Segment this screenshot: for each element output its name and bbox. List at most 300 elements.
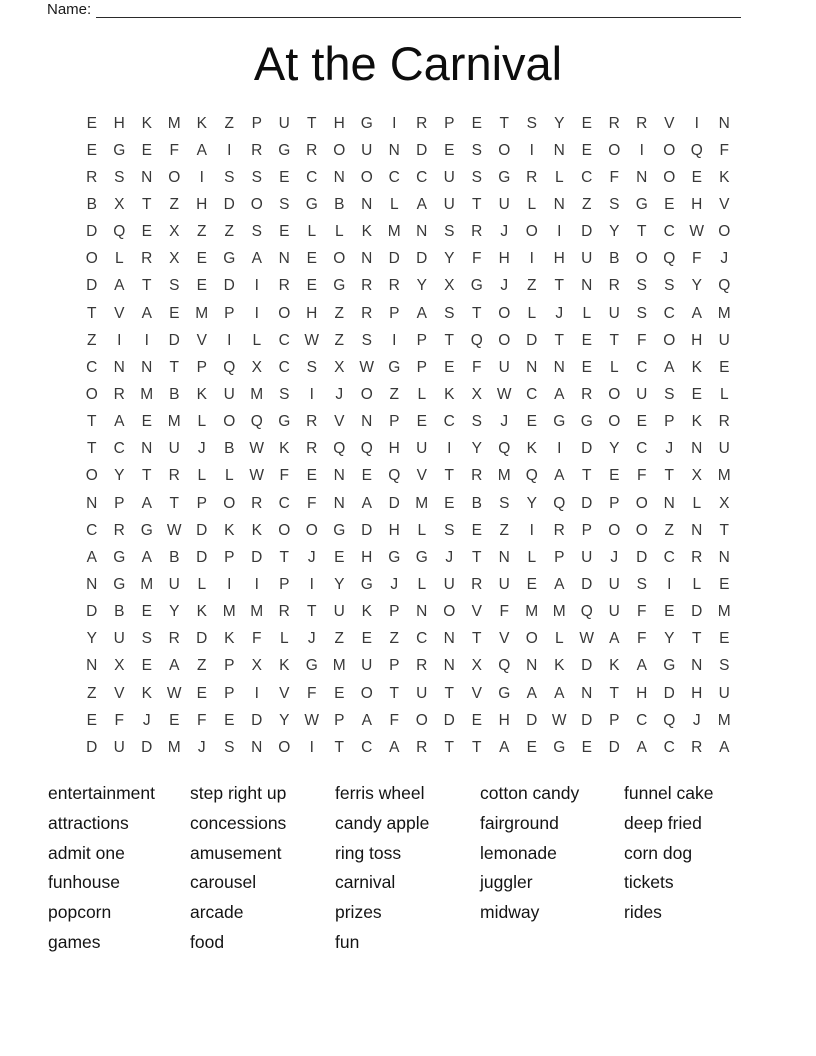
word-list-column bbox=[335, 779, 480, 958]
grid-cell: U bbox=[608, 603, 620, 621]
grid-cell: S bbox=[636, 277, 647, 295]
grid-cell: W bbox=[166, 521, 182, 539]
grid-cell: G bbox=[498, 684, 511, 702]
grid-cell: E bbox=[581, 141, 592, 159]
grid-cell: O bbox=[663, 141, 676, 159]
grid-cell: O bbox=[333, 250, 346, 268]
grid-cell: E bbox=[361, 467, 372, 485]
grid-cell: I bbox=[694, 114, 699, 132]
grid-cell: L bbox=[197, 413, 207, 431]
grid-cell: H bbox=[498, 250, 510, 268]
grid-cell: N bbox=[113, 358, 125, 376]
grid-cell: S bbox=[279, 385, 290, 403]
grid-cell: A bbox=[664, 358, 675, 376]
grid-cell: H bbox=[388, 521, 400, 539]
grid-cell: A bbox=[196, 141, 207, 159]
grid-cell: E bbox=[581, 358, 592, 376]
grid-cell: I bbox=[309, 575, 314, 593]
grid-cell: K bbox=[361, 603, 372, 621]
grid-cell: Q bbox=[580, 603, 593, 621]
page-title: At the Carnival bbox=[253, 37, 563, 90]
name-blank-line bbox=[96, 3, 741, 18]
grid-cell: I bbox=[392, 331, 397, 349]
grid-cell: N bbox=[333, 168, 345, 186]
grid-cell: O bbox=[608, 141, 621, 159]
grid-cell: E bbox=[471, 521, 482, 539]
grid-cell: P bbox=[389, 603, 400, 621]
grid-cell: S bbox=[279, 195, 290, 213]
grid-cell: B bbox=[609, 250, 620, 268]
grid-cell: P bbox=[581, 521, 592, 539]
grid-cell: O bbox=[305, 521, 318, 539]
grid-cell: N bbox=[691, 657, 703, 675]
grid-cell: O bbox=[278, 738, 291, 756]
grid-cell: C bbox=[663, 548, 675, 566]
grid-cell: V bbox=[499, 630, 510, 648]
grid-cell: E bbox=[691, 385, 702, 403]
grid-cell: H bbox=[691, 684, 703, 702]
grid-cell: J bbox=[500, 413, 509, 431]
grid-cell: Z bbox=[334, 304, 344, 322]
grid-cell: Q bbox=[663, 711, 676, 729]
word-list-column bbox=[480, 779, 624, 958]
grid-cell: X bbox=[444, 277, 455, 295]
grid-cell: D bbox=[388, 250, 400, 268]
grid-cell: T bbox=[472, 548, 482, 566]
grid-cell: A bbox=[636, 657, 647, 675]
grid-cell: K bbox=[691, 413, 702, 431]
grid-cell: W bbox=[249, 467, 265, 485]
grid-cell: N bbox=[636, 168, 648, 186]
grid-cell: D bbox=[196, 548, 208, 566]
grid-cell: E bbox=[664, 603, 675, 621]
grid-cell: L bbox=[389, 195, 399, 213]
grid-cell: W bbox=[551, 711, 567, 729]
grid-cell: N bbox=[718, 548, 730, 566]
grid-cell: U bbox=[608, 575, 620, 593]
grid-cell: E bbox=[141, 657, 152, 675]
grid-cell: D bbox=[581, 711, 593, 729]
grid-cell: D bbox=[581, 440, 593, 458]
grid-cell: R bbox=[168, 630, 180, 648]
grid-cell: A bbox=[361, 494, 372, 512]
grid-cell: H bbox=[196, 195, 208, 213]
grid-cell: K bbox=[279, 440, 290, 458]
grid-cell: S bbox=[444, 521, 455, 539]
grid-cell: S bbox=[251, 168, 262, 186]
grid-cell: R bbox=[361, 277, 373, 295]
grid-cell: T bbox=[307, 603, 317, 621]
grid-cell: T bbox=[554, 277, 564, 295]
grid-cell: C bbox=[443, 413, 455, 431]
grid-cell: P bbox=[224, 304, 235, 322]
grid-cell: Q bbox=[388, 467, 401, 485]
grid-cell: Q bbox=[498, 657, 511, 675]
grid-cell: O bbox=[498, 331, 511, 349]
grid-cell: Q bbox=[690, 141, 703, 159]
grid-cell: M bbox=[497, 467, 511, 485]
grid-cell: E bbox=[306, 277, 317, 295]
grid-cell: P bbox=[251, 114, 262, 132]
grid-cell: D bbox=[581, 657, 593, 675]
grid-cell: V bbox=[334, 413, 345, 431]
grid-cell: U bbox=[113, 630, 125, 648]
grid-cell: A bbox=[251, 250, 262, 268]
grid-cell: F bbox=[692, 250, 702, 268]
grid-cell: E bbox=[279, 168, 290, 186]
grid-cell: Z bbox=[389, 630, 399, 648]
grid-cell: D bbox=[416, 141, 428, 159]
grid-cell: P bbox=[609, 494, 620, 512]
word-list-item: amusement bbox=[190, 842, 282, 863]
grid-cell: G bbox=[498, 168, 511, 186]
grid-cell: O bbox=[608, 521, 621, 539]
grid-cell: U bbox=[718, 331, 730, 349]
grid-cell: V bbox=[196, 331, 207, 349]
grid-cell: D bbox=[388, 494, 400, 512]
grid-cell: T bbox=[87, 304, 97, 322]
grid-cell: G bbox=[305, 195, 318, 213]
grid-cell: J bbox=[335, 385, 344, 403]
grid-cell: E bbox=[636, 413, 647, 431]
grid-cell: J bbox=[197, 738, 206, 756]
grid-cell: G bbox=[305, 657, 318, 675]
grid-cell: U bbox=[498, 195, 510, 213]
grid-cell: L bbox=[554, 168, 564, 186]
grid-cell: R bbox=[553, 521, 565, 539]
grid-cell: O bbox=[85, 385, 98, 403]
grid-cell: E bbox=[719, 630, 730, 648]
word-list-item: step right up bbox=[190, 783, 287, 803]
grid-cell: N bbox=[443, 630, 455, 648]
grid-cell: A bbox=[114, 413, 125, 431]
grid-cell: N bbox=[333, 467, 345, 485]
grid-cell: A bbox=[636, 738, 647, 756]
grid-cell: B bbox=[114, 603, 125, 621]
grid-cell: E bbox=[196, 684, 207, 702]
grid-cell: A bbox=[141, 548, 152, 566]
grid-cell: G bbox=[663, 657, 676, 675]
grid-cell: F bbox=[499, 603, 509, 621]
grid-cell: Z bbox=[334, 630, 344, 648]
grid-cell: K bbox=[196, 114, 207, 132]
grid-cell: Y bbox=[691, 277, 702, 295]
grid-cell: K bbox=[251, 521, 262, 539]
grid-cell: D bbox=[416, 250, 428, 268]
grid-cell: U bbox=[443, 168, 455, 186]
grid-cell: Y bbox=[609, 440, 620, 458]
grid-cell: I bbox=[254, 575, 259, 593]
grid-cell: D bbox=[581, 575, 593, 593]
grid-cell: X bbox=[114, 195, 125, 213]
grid-cell: U bbox=[113, 738, 125, 756]
grid-cell: G bbox=[278, 413, 291, 431]
word-list-item: rides bbox=[624, 902, 662, 923]
grid-cell: L bbox=[334, 223, 344, 241]
grid-cell: A bbox=[169, 657, 180, 675]
grid-cell: N bbox=[581, 684, 593, 702]
grid-cell: W bbox=[496, 385, 512, 403]
grid-cell: N bbox=[691, 521, 703, 539]
grid-cell: U bbox=[581, 250, 593, 268]
grid-cell: U bbox=[718, 440, 730, 458]
grid-cell: A bbox=[609, 630, 620, 648]
word-list-item: juggler bbox=[480, 872, 533, 893]
word-list-item: corn dog bbox=[624, 842, 693, 863]
grid-cell: E bbox=[306, 250, 317, 268]
grid-cell: H bbox=[636, 684, 648, 702]
grid-cell: E bbox=[444, 358, 455, 376]
grid-cell: L bbox=[417, 575, 427, 593]
grid-cell: E bbox=[581, 114, 592, 132]
grid-cell: W bbox=[166, 684, 182, 702]
grid-cell: R bbox=[636, 114, 648, 132]
grid-cell: Z bbox=[87, 331, 97, 349]
grid-cell: M bbox=[167, 413, 181, 431]
grid-cell: A bbox=[691, 304, 702, 322]
grid-cell: E bbox=[471, 114, 482, 132]
grid-cell: A bbox=[416, 304, 427, 322]
grid-cell: I bbox=[199, 168, 204, 186]
grid-cell: U bbox=[718, 684, 730, 702]
grid-cell: Y bbox=[416, 277, 427, 295]
grid-cell: P bbox=[609, 711, 620, 729]
grid-cell: S bbox=[251, 223, 262, 241]
grid-cell: T bbox=[472, 304, 482, 322]
grid-cell: R bbox=[608, 277, 620, 295]
word-list-column bbox=[624, 779, 774, 958]
grid-cell: I bbox=[309, 738, 314, 756]
grid-cell: T bbox=[389, 684, 399, 702]
word-list-item: food bbox=[190, 931, 225, 952]
grid-cell: T bbox=[444, 684, 454, 702]
grid-cell: N bbox=[718, 114, 730, 132]
grid-cell: Q bbox=[498, 440, 511, 458]
grid-cell: U bbox=[333, 603, 345, 621]
grid-cell: L bbox=[692, 575, 702, 593]
grid-cell: R bbox=[416, 657, 428, 675]
grid-cell: L bbox=[582, 304, 592, 322]
grid-cell: J bbox=[197, 440, 206, 458]
grid-cell: J bbox=[500, 223, 509, 241]
grid-cell: K bbox=[526, 440, 537, 458]
grid-cell: N bbox=[141, 440, 153, 458]
grid-cell: J bbox=[500, 277, 509, 295]
grid-cell: N bbox=[416, 223, 428, 241]
grid-cell: H bbox=[691, 331, 703, 349]
grid-cell: X bbox=[471, 385, 482, 403]
grid-cell: X bbox=[251, 358, 262, 376]
grid-cell: T bbox=[142, 195, 152, 213]
grid-cell: N bbox=[581, 277, 593, 295]
grid-cell: O bbox=[635, 250, 648, 268]
grid-cell: O bbox=[498, 141, 511, 159]
grid-cell: R bbox=[581, 385, 593, 403]
grid-cell: N bbox=[526, 657, 538, 675]
grid-cell: E bbox=[471, 711, 482, 729]
grid-cell: O bbox=[85, 467, 98, 485]
word-list-item: fairground bbox=[480, 812, 559, 833]
grid-cell: C bbox=[663, 738, 675, 756]
grid-cell: U bbox=[416, 440, 428, 458]
word-list-item: midway bbox=[480, 902, 540, 923]
word-list-item: arcade bbox=[190, 902, 244, 923]
grid-cell: L bbox=[527, 548, 537, 566]
grid-cell: L bbox=[252, 331, 262, 349]
grid-cell: I bbox=[529, 141, 534, 159]
grid-cell: Q bbox=[223, 358, 236, 376]
grid-cell: J bbox=[692, 711, 701, 729]
word-list-item: entertainment bbox=[48, 783, 156, 803]
grid-cell: M bbox=[717, 711, 731, 729]
grid-cell: N bbox=[278, 250, 290, 268]
grid-cell: Z bbox=[664, 521, 674, 539]
grid-cell: F bbox=[609, 168, 619, 186]
grid-cell: Z bbox=[224, 223, 234, 241]
grid-cell: M bbox=[332, 657, 346, 675]
grid-cell: I bbox=[557, 440, 562, 458]
grid-cell: Y bbox=[526, 494, 537, 512]
grid-cell: G bbox=[470, 277, 483, 295]
grid-cell: X bbox=[114, 657, 125, 675]
grid-cell: D bbox=[581, 494, 593, 512]
grid-cell: G bbox=[360, 114, 373, 132]
grid-cell: E bbox=[526, 738, 537, 756]
grid-cell: E bbox=[196, 277, 207, 295]
grid-cell: E bbox=[361, 630, 372, 648]
grid-cell: V bbox=[114, 304, 125, 322]
grid-cell: T bbox=[609, 331, 619, 349]
word-list-item: prizes bbox=[335, 902, 382, 923]
grid-cell: T bbox=[279, 548, 289, 566]
grid-cell: R bbox=[251, 494, 263, 512]
grid-cell: I bbox=[309, 385, 314, 403]
grid-cell: J bbox=[142, 711, 151, 729]
grid-cell: D bbox=[251, 711, 263, 729]
grid-cell: M bbox=[140, 575, 154, 593]
grid-cell: A bbox=[526, 684, 537, 702]
grid-cell: Y bbox=[169, 603, 180, 621]
grid-cell: E bbox=[526, 413, 537, 431]
grid-cell: R bbox=[113, 385, 125, 403]
grid-cell: N bbox=[663, 494, 675, 512]
grid-cell: T bbox=[87, 440, 97, 458]
grid-cell: A bbox=[114, 277, 125, 295]
grid-cell: N bbox=[553, 141, 565, 159]
grid-cell: R bbox=[306, 141, 318, 159]
grid-cell: M bbox=[250, 603, 264, 621]
grid-cell: X bbox=[334, 358, 345, 376]
grid-cell: K bbox=[691, 358, 702, 376]
grid-cell: Q bbox=[663, 250, 676, 268]
grid-cell: K bbox=[141, 114, 152, 132]
grid-cell: V bbox=[664, 114, 675, 132]
grid-cell: L bbox=[417, 385, 427, 403]
word-list-item: tickets bbox=[624, 872, 674, 893]
grid-cell: J bbox=[390, 575, 399, 593]
grid-cell: D bbox=[86, 603, 98, 621]
grid-cell: R bbox=[718, 413, 730, 431]
grid-cell: R bbox=[691, 738, 703, 756]
grid-cell: G bbox=[223, 250, 236, 268]
word-list-item: funnel cake bbox=[624, 783, 714, 803]
grid-cell: U bbox=[608, 304, 620, 322]
grid-cell: W bbox=[304, 711, 320, 729]
grid-cell: U bbox=[361, 657, 373, 675]
grid-cell: R bbox=[306, 440, 318, 458]
grid-cell: Y bbox=[86, 630, 97, 648]
grid-cell: H bbox=[498, 711, 510, 729]
grid-cell: A bbox=[141, 494, 152, 512]
grid-cell: D bbox=[526, 331, 538, 349]
grid-cell: Z bbox=[499, 521, 509, 539]
grid-cell: N bbox=[141, 358, 153, 376]
grid-cell: B bbox=[471, 494, 482, 512]
grid-cell: I bbox=[529, 521, 534, 539]
grid-cell: Q bbox=[470, 331, 483, 349]
grid-cell: Y bbox=[444, 250, 455, 268]
grid-cell: G bbox=[113, 548, 126, 566]
grid-cell: T bbox=[444, 467, 454, 485]
grid-cell: S bbox=[444, 304, 455, 322]
grid-cell: S bbox=[719, 657, 730, 675]
grid-cell: P bbox=[224, 684, 235, 702]
grid-cell: M bbox=[415, 494, 429, 512]
grid-cell: D bbox=[691, 603, 703, 621]
grid-cell: Q bbox=[333, 440, 346, 458]
grid-cell: K bbox=[141, 684, 152, 702]
grid-cell: G bbox=[333, 277, 346, 295]
grid-cell: D bbox=[251, 548, 263, 566]
grid-cell: E bbox=[141, 413, 152, 431]
grid-cell: N bbox=[388, 141, 400, 159]
grid-cell: F bbox=[114, 711, 124, 729]
grid-cell: R bbox=[251, 141, 263, 159]
grid-cell: R bbox=[168, 467, 180, 485]
word-list-column bbox=[190, 779, 335, 958]
grid-cell: E bbox=[416, 413, 427, 431]
name-row bbox=[47, 1, 741, 18]
grid-cell: B bbox=[86, 195, 97, 213]
grid-cell: E bbox=[444, 141, 455, 159]
grid-cell: F bbox=[637, 331, 647, 349]
grid-cell: N bbox=[141, 168, 153, 186]
grid-cell: O bbox=[278, 521, 291, 539]
grid-cell: P bbox=[416, 358, 427, 376]
grid-cell: R bbox=[361, 304, 373, 322]
grid-cell: T bbox=[637, 223, 647, 241]
grid-cell: T bbox=[582, 467, 592, 485]
grid-cell: C bbox=[663, 223, 675, 241]
grid-cell: J bbox=[720, 250, 729, 268]
grid-cell: T bbox=[554, 331, 564, 349]
grid-cell: U bbox=[498, 358, 510, 376]
grid-cell: W bbox=[359, 358, 375, 376]
grid-cell: Z bbox=[527, 277, 537, 295]
grid-cell: E bbox=[581, 738, 592, 756]
grid-cell: G bbox=[553, 413, 566, 431]
grid-cell: Y bbox=[114, 467, 125, 485]
grid-cell: O bbox=[360, 168, 373, 186]
grid-cell: O bbox=[635, 521, 648, 539]
grid-cell: E bbox=[279, 223, 290, 241]
grid-cell: E bbox=[141, 603, 152, 621]
grid-cell: Q bbox=[718, 277, 731, 295]
grid-cell: P bbox=[114, 494, 125, 512]
grid-cell: R bbox=[306, 413, 318, 431]
grid-cell: A bbox=[554, 385, 565, 403]
grid-cell: Q bbox=[553, 494, 566, 512]
